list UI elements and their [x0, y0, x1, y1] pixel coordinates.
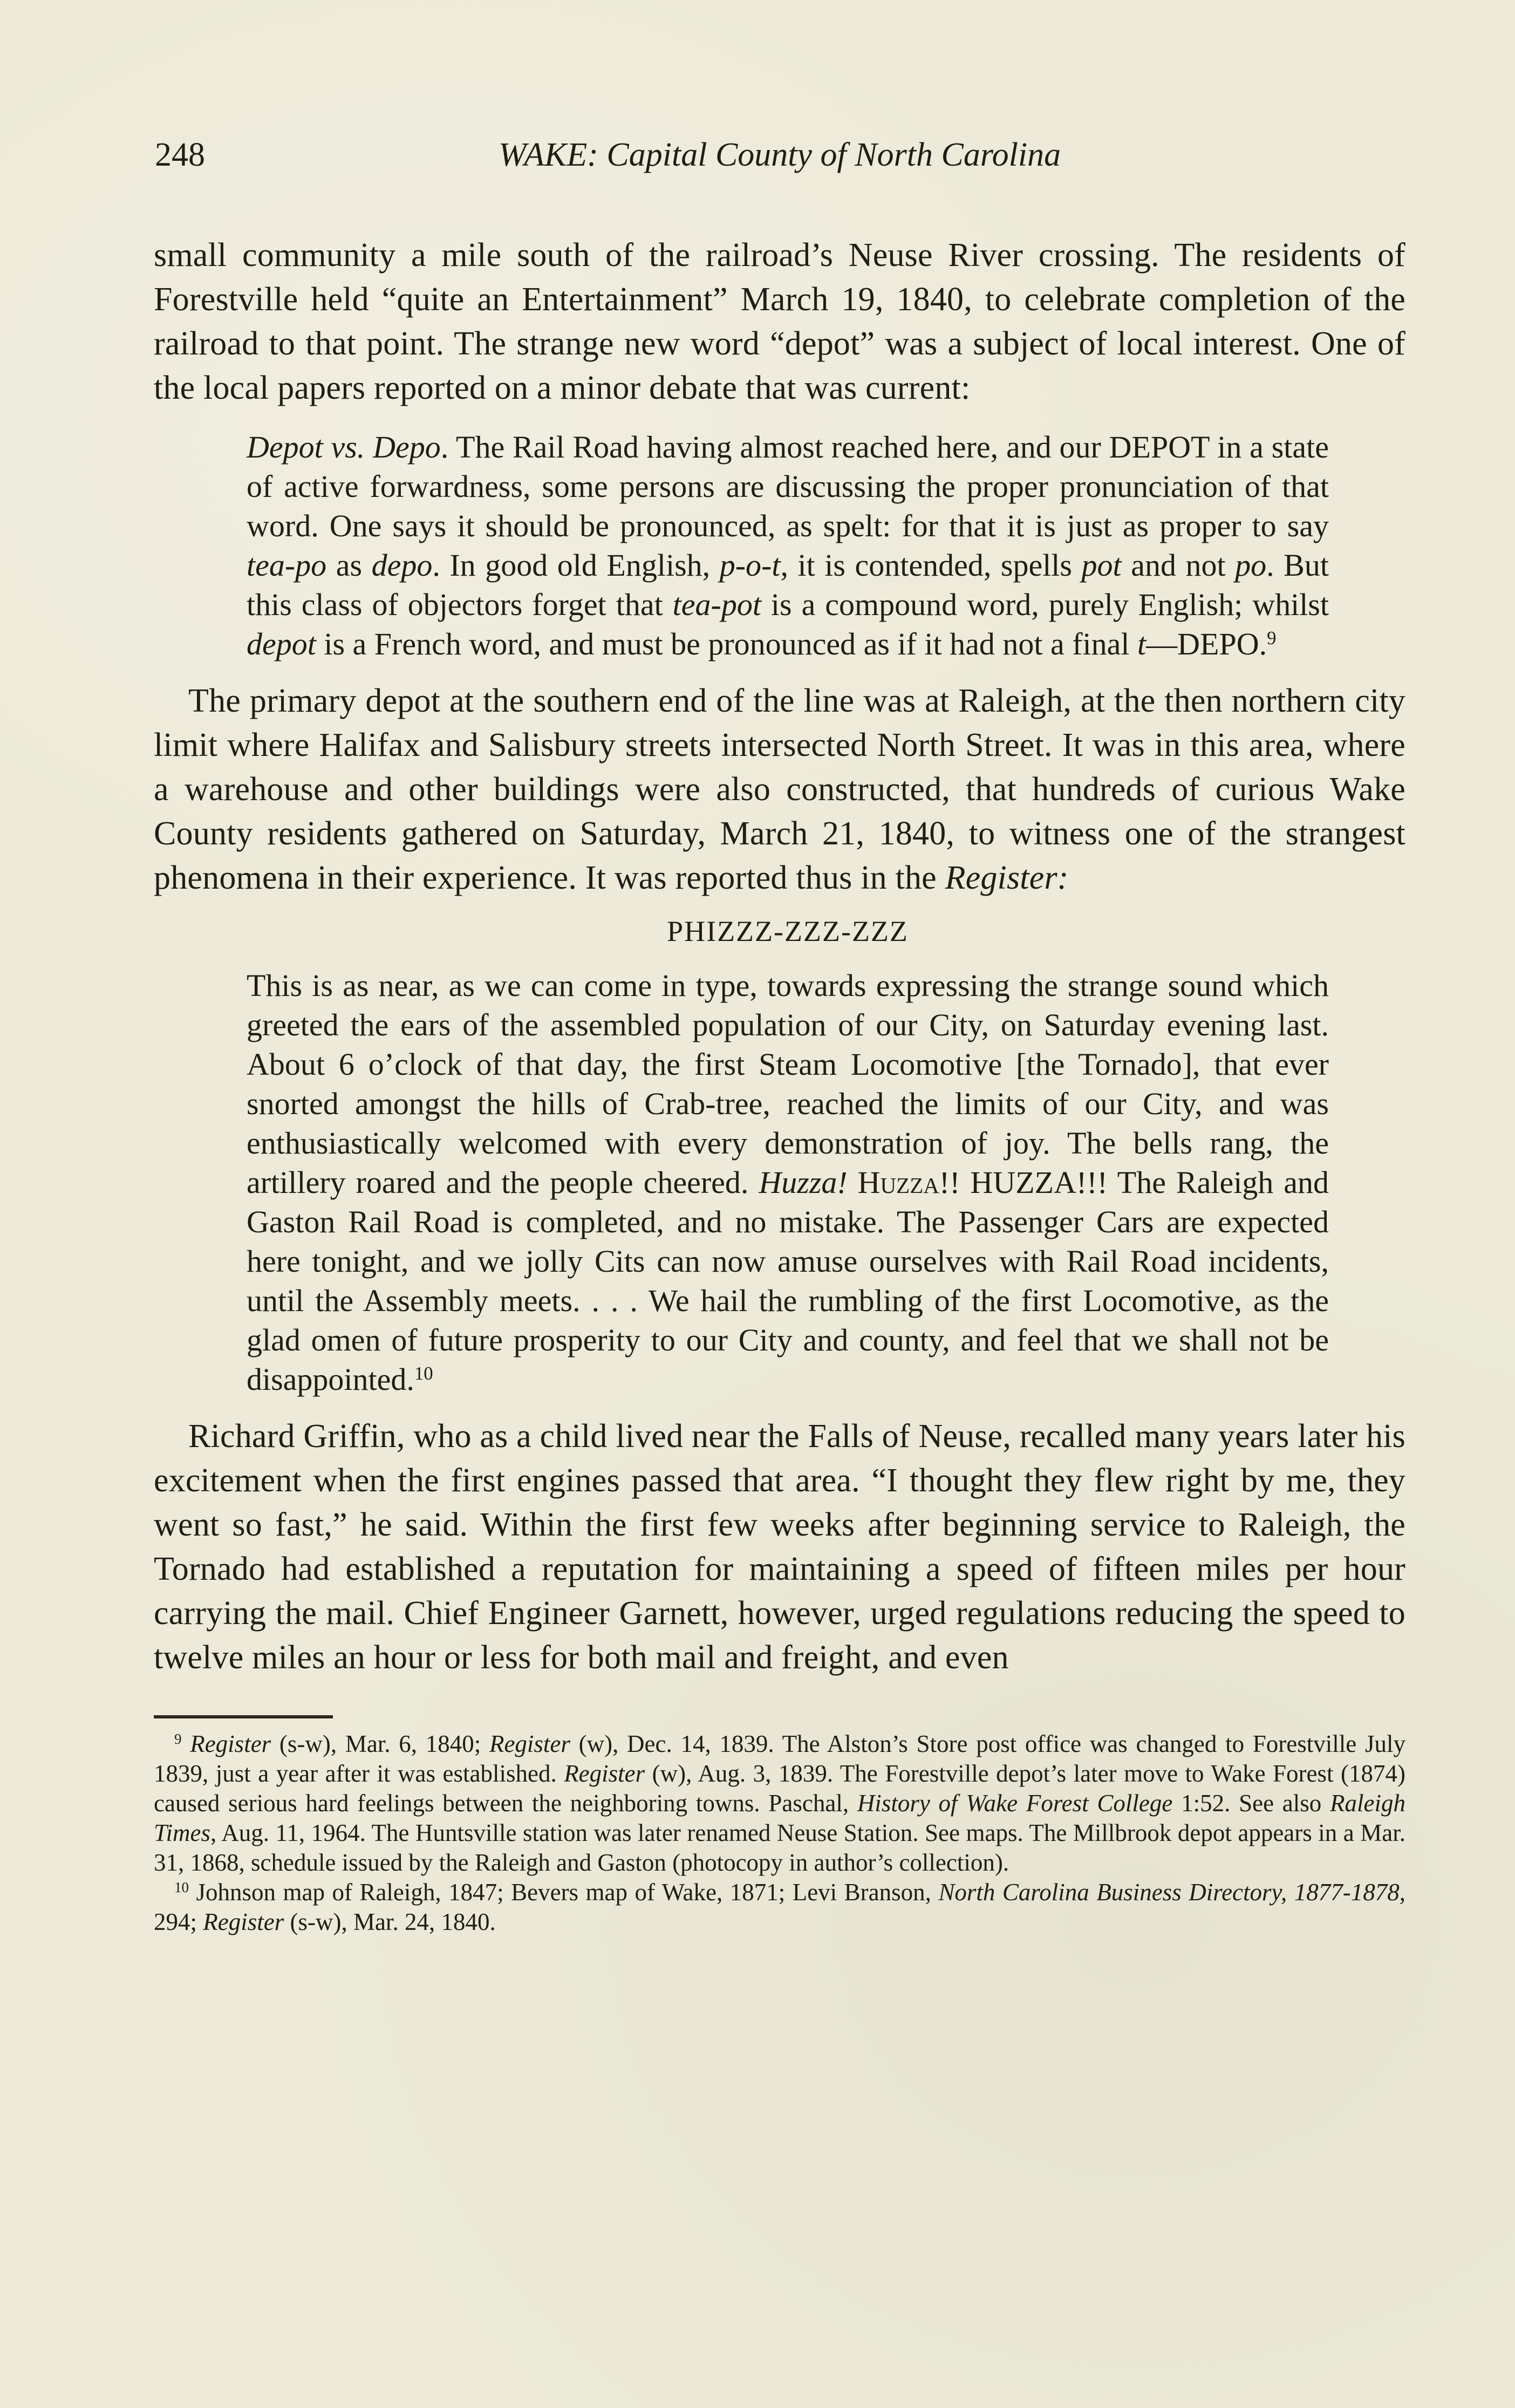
text-run: pot: [1081, 548, 1122, 583]
text-run: is a French word, and must be pronounced as if it had not a final: [316, 626, 1137, 661]
text-run: Register:: [945, 859, 1069, 896]
text-run: . In good old English,: [432, 548, 720, 583]
block-quote: [247, 427, 1329, 664]
footnote-marker: 9: [1267, 627, 1277, 649]
text-run: (s-w), Mar. 24, 1840.: [284, 1908, 496, 1935]
text-run: Register: [489, 1730, 570, 1757]
text-run: [182, 1730, 190, 1757]
text-run: as: [326, 548, 372, 583]
text-run: HUZZA!!! The Raleigh and Gaston Rail Road is completed, and no mistake. The Passenger Cars are expected here tonight, and we jolly Cits can now amuse ourselves with Rail Road incidents, until the Assembly meets. . . . We hail the rumbling of the first Locomotive, as the glad omen of future prosperity to our City and county, and feel that we shall not be disappointed.: [247, 1165, 1329, 1397]
footnote-separator: [154, 1715, 333, 1718]
text-run: , Aug. 11, 1964. The Huntsville station was later renamed Neuse Station. See maps. The Millbrook depot appears in a Mar. 31, 1868, schedule issued by the Raleigh and Gaston (photocopy in author’s collection).: [154, 1819, 1405, 1876]
block-quote: [247, 966, 1329, 1399]
text-run: Huzza!: [759, 1165, 848, 1200]
text-run: is a compound word, purely English; whilst: [761, 587, 1329, 622]
text-run: 1:52. See also: [1172, 1790, 1330, 1817]
text-run: Register: [190, 1730, 271, 1757]
quote-heading: [247, 914, 1329, 949]
body-paragraph: [154, 679, 1405, 900]
text-run: Richard Griffin, who as a child lived near the Falls of Neuse, recalled many years later his excitement when the first engines passed that area. “I thought they flew right by me, they went so fast,” he said. Within the first few weeks after beginning service to Raleigh, the Tornado had established a reputation for maintaining a speed of fifteen miles per hour carrying the mail. Chief Engineer Garnett, however, urged regulations reducing the speed to twelve miles an hour or less for both mail and freight, and even: [154, 1418, 1405, 1676]
text-run: tea-pot: [672, 587, 761, 622]
footnote-marker: 10: [414, 1362, 433, 1384]
text-run: [848, 1165, 858, 1200]
footnotes: [154, 1729, 1405, 1937]
text-run: This is as near, as we can come in type, towards expressing the strange sound which greeted the ears of the assembled population of our City, on Saturday evening last. About 6 o’clock of that day, the first Steam Locomotive [the Tornado], that ever snorted amongst the hills of Crab-tree, reached the limits of our City, and was enthusiastically welcomed with every demonstration of joy. The bells rang, the artillery roared and the people cheered.: [247, 968, 1329, 1200]
page-body: [154, 233, 1405, 1680]
text-run: t: [1137, 626, 1147, 661]
text-run: Huzza!!: [857, 1165, 960, 1200]
body-paragraph: [154, 1414, 1405, 1680]
running-title: WAKE: Capital County of North Carolina: [498, 137, 1061, 173]
text-run: and not: [1121, 548, 1236, 583]
page-header: [154, 134, 1405, 176]
text-run: Depot vs. Depo: [247, 429, 441, 465]
text-run: (w), Aug. 3, 1839. The Forestville depot’s later move to Wake Forest (1874) caused serious hard feelings between the neighboring towns. Paschal,: [154, 1760, 1405, 1817]
text-run: . The Rail Road having almost reached here, and our DEPOT in a state of active forwardness, some persons are discussing the proper pronunciation of that word. One says it should be pronounced, as spelt: for that it is just as proper to say: [247, 429, 1329, 543]
text-run: The primary depot at the southern end of the line was at Raleigh, at the then northern city limit where Halifax and Salisbury streets intersected North Street. It was in this area, where a warehouse and other buildings were also constructed, that hundreds of curious Wake County residents gathered on Saturday, March 21, 1840, to witness one of the strangest phenomena in their experience. It was reported thus in the: [154, 683, 1405, 896]
text-run: Johnson map of Raleigh, 1847; Bevers map of Wake, 1871; Levi Branson,: [189, 1879, 939, 1906]
text-run: Raleigh Times: [154, 1790, 1405, 1846]
text-run: PHIZZZ-ZZZ-ZZZ: [667, 915, 909, 947]
text-run: po: [1235, 548, 1267, 583]
text-run: Register: [203, 1908, 284, 1935]
text-run: (w), Dec. 14, 1839. The Alston’s Store post office was changed to Forestville July 1839, just a year after it was established.: [154, 1730, 1405, 1787]
text-column: [154, 0, 1405, 1937]
text-run: (s-w), Mar. 6, 1840;: [271, 1730, 489, 1757]
text-run: , it is contended, spells: [780, 548, 1082, 583]
text-run: small community a mile south of the railroad’s Neuse River crossing. The residents of Forestville held “quite an Entertainment” March 19, 1840, to celebrate completion of the railroad to that point. The strange new word “depot” was a subject of local interest. One of the local papers reported on a minor debate that was current:: [154, 237, 1405, 406]
body-paragraph: [154, 233, 1405, 410]
footnote: [154, 1729, 1405, 1878]
text-run: Register: [564, 1760, 645, 1787]
text-run: North Carolina Business Directory, 1877-1878,: [938, 1879, 1406, 1906]
text-run: depo: [371, 548, 433, 583]
footnote-marker: 9: [174, 1731, 182, 1748]
text-run: depot: [247, 626, 316, 661]
text-run: History of Wake Forest College: [857, 1790, 1173, 1817]
text-run: . But this class of objectors forget that: [247, 548, 1329, 622]
text-run: p-o-t: [719, 548, 781, 583]
text-run: —DEPO.: [1146, 626, 1267, 661]
footnote-marker: 10: [174, 1879, 189, 1896]
text-run: 294;: [154, 1908, 203, 1935]
page-number: 248: [155, 137, 205, 173]
text-run: tea-po: [247, 548, 327, 583]
footnote: [154, 1878, 1405, 1937]
